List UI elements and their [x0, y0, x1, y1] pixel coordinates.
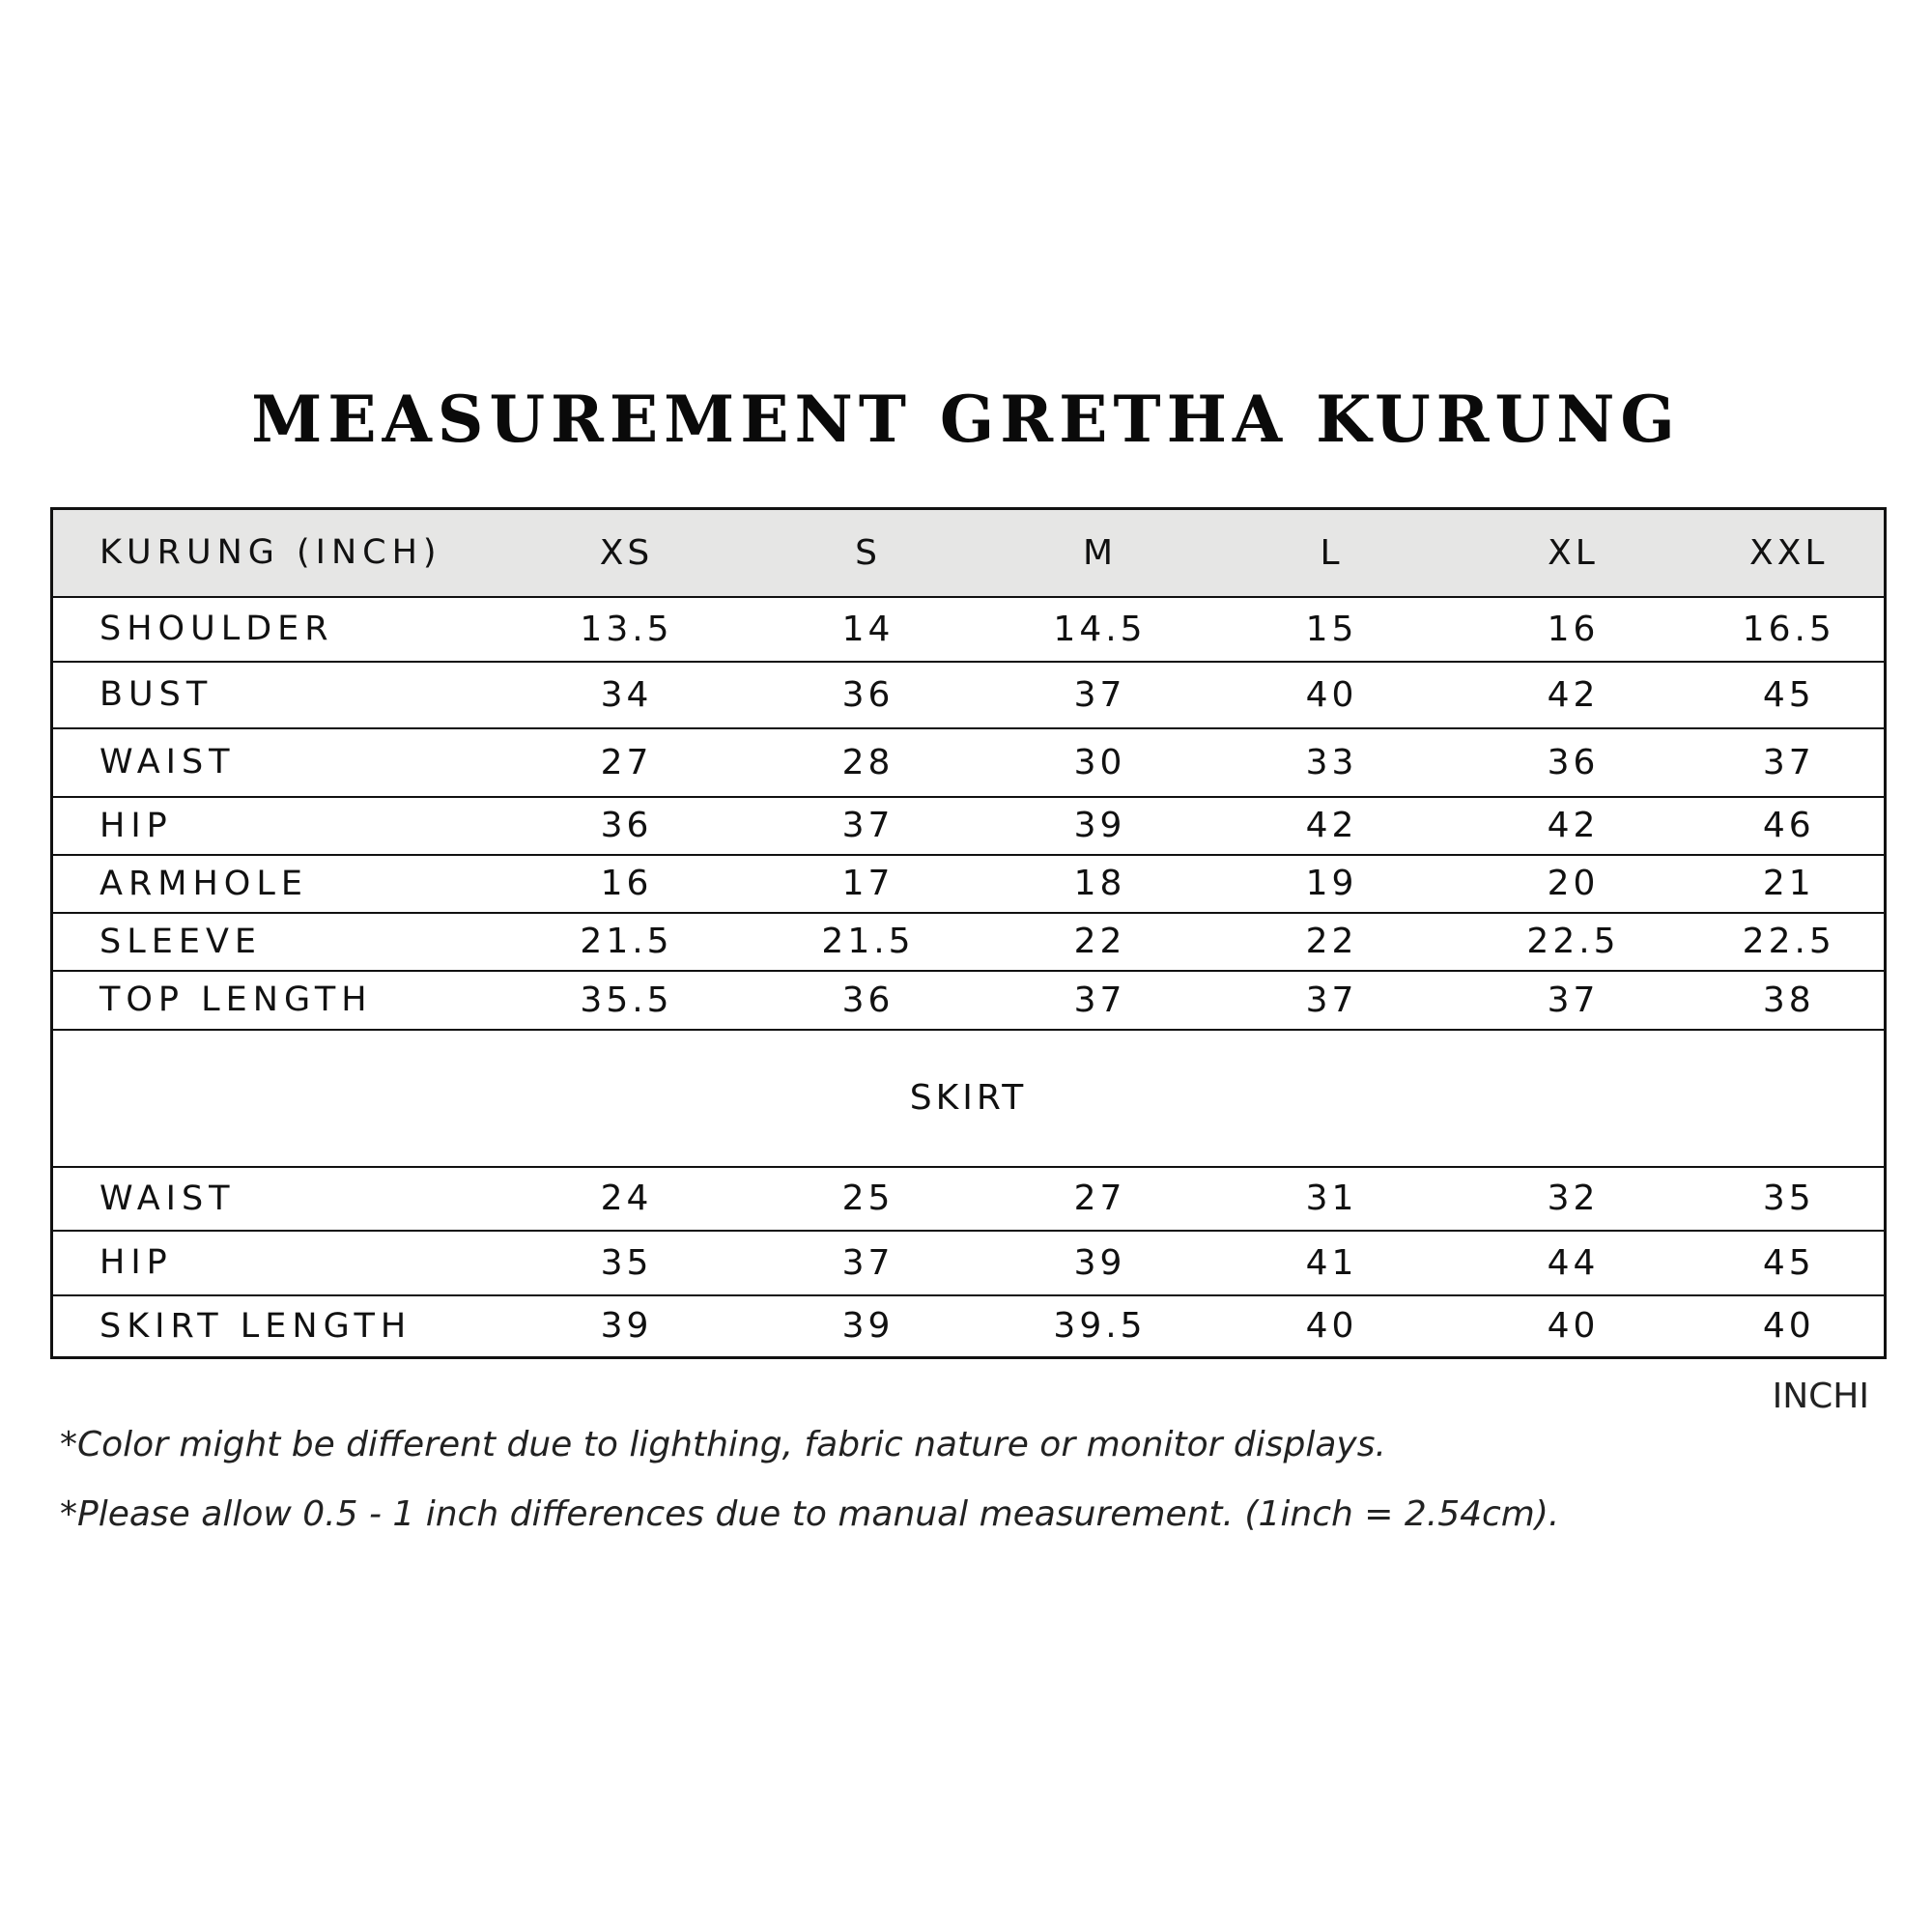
- table-row: [52, 1231, 1886, 1295]
- header-label: KURUNG (INCH): [52, 509, 506, 597]
- skirt-section-row: [52, 1030, 1886, 1167]
- table-cell: 24: [506, 1167, 748, 1231]
- row-label: HIP: [52, 797, 506, 855]
- table-row: [52, 597, 1886, 662]
- table-cell: 37: [1453, 971, 1694, 1030]
- table-row: [52, 728, 1886, 797]
- unit-label: INCHI: [1772, 1377, 1869, 1416]
- row-label: ARMHOLE: [52, 855, 506, 913]
- table-cell: 46: [1694, 797, 1886, 855]
- table-cell: 27: [506, 728, 748, 797]
- table-cell: 13.5: [506, 597, 748, 662]
- header-size: XL: [1453, 509, 1694, 597]
- page-title: MEASUREMENT GRETHA KURUNG: [251, 382, 1681, 457]
- table-cell: 16.5: [1694, 597, 1886, 662]
- table-cell: 21: [1694, 855, 1886, 913]
- table-cell: 18: [989, 855, 1211, 913]
- table-cell: 16: [506, 855, 748, 913]
- header-size: L: [1211, 509, 1453, 597]
- table-row: [52, 855, 1886, 913]
- header-size: XS: [506, 509, 748, 597]
- table-cell: 37: [989, 662, 1211, 728]
- row-label: BUST: [52, 662, 506, 728]
- table-cell: 32: [1453, 1167, 1694, 1231]
- table-cell: 31: [1211, 1167, 1453, 1231]
- table-cell: 42: [1211, 797, 1453, 855]
- row-label: WAIST: [52, 1167, 506, 1231]
- table-cell: 39.5: [1053, 1306, 1147, 1347]
- table-row: [52, 797, 1886, 855]
- table-cell: 35.5: [506, 971, 748, 1030]
- row-label: SKIRT LENGTH: [99, 1306, 412, 1346]
- table-cell: 19: [1211, 855, 1453, 913]
- table-cell: 21.5: [748, 913, 989, 971]
- header-size: M: [989, 509, 1211, 597]
- table-cell: 39: [989, 797, 1211, 855]
- table-cell: 14: [748, 597, 989, 662]
- table-cell: 39: [989, 1231, 1211, 1295]
- table-cell: 20: [1453, 855, 1694, 913]
- table-cell: 40: [1211, 662, 1453, 728]
- table-cell: 30: [989, 728, 1211, 797]
- table-cell: 22.5: [1694, 913, 1886, 971]
- table-cell: 21.5: [506, 913, 748, 971]
- table-cell: 39: [600, 1306, 653, 1347]
- table-cell: 22: [1211, 913, 1453, 971]
- row-label: TOP LENGTH: [52, 971, 506, 1030]
- table-cell: 33: [1211, 728, 1453, 797]
- table-cell: 37: [1211, 971, 1453, 1030]
- table-header-row: [52, 509, 1886, 597]
- row-label: SLEEVE: [52, 913, 506, 971]
- table-cell: 41: [1211, 1231, 1453, 1295]
- measurement-tolerance-note: *Please allow 0.5 - 1 inch differences due to manual measurement. (1inch = 2.54cm).: [60, 1494, 1560, 1534]
- table-cell: 39: [841, 1306, 895, 1347]
- table-cell: 45: [1694, 1231, 1886, 1295]
- table-cell: 44: [1453, 1231, 1694, 1295]
- table-cell: 14.5: [989, 597, 1211, 662]
- table-row: [52, 971, 1886, 1030]
- table-row: [52, 913, 1886, 971]
- table-cell: 37: [1694, 728, 1886, 797]
- row-label: WAIST: [52, 728, 506, 797]
- table-row: [52, 662, 1886, 728]
- table-cell: 40: [1547, 1306, 1600, 1347]
- color-disclaimer-note: *Color might be different due to lighthing, fabric nature or monitor displays.: [60, 1425, 1386, 1464]
- table-cell: 40: [1305, 1306, 1358, 1347]
- table-cell: 37: [989, 971, 1211, 1030]
- table-cell: 36: [1453, 728, 1694, 797]
- table-cell: 17: [748, 855, 989, 913]
- table-cell: 34: [506, 662, 748, 728]
- header-size: S: [748, 509, 989, 597]
- row-label: HIP: [52, 1231, 506, 1295]
- table-cell: 42: [1453, 662, 1694, 728]
- table-cell: 27: [989, 1167, 1211, 1231]
- section-heading: SKIRT: [52, 1030, 1886, 1167]
- header-size: XXL: [1694, 509, 1886, 597]
- table-cell: 40: [1762, 1306, 1815, 1347]
- table-cell: 22: [989, 913, 1211, 971]
- table-cell: 36: [506, 797, 748, 855]
- table-cell: 42: [1453, 797, 1694, 855]
- table-row: [52, 1167, 1886, 1231]
- table-cell: 38: [1694, 971, 1886, 1030]
- table-cell: 36: [748, 971, 989, 1030]
- table-cell: 22.5: [1453, 913, 1694, 971]
- table-row: [52, 1295, 1886, 1358]
- row-label: SHOULDER: [52, 597, 506, 662]
- table-cell: 37: [748, 1231, 989, 1295]
- size-chart-table: [50, 507, 1887, 1359]
- table-cell: 15: [1211, 597, 1453, 662]
- table-cell: 35: [1694, 1167, 1886, 1231]
- table-cell: 37: [748, 797, 989, 855]
- table-cell: 35: [506, 1231, 748, 1295]
- table-cell: 25: [748, 1167, 989, 1231]
- table-cell: 45: [1694, 662, 1886, 728]
- table-cell: 16: [1453, 597, 1694, 662]
- table-cell: 28: [748, 728, 989, 797]
- table-cell: 36: [748, 662, 989, 728]
